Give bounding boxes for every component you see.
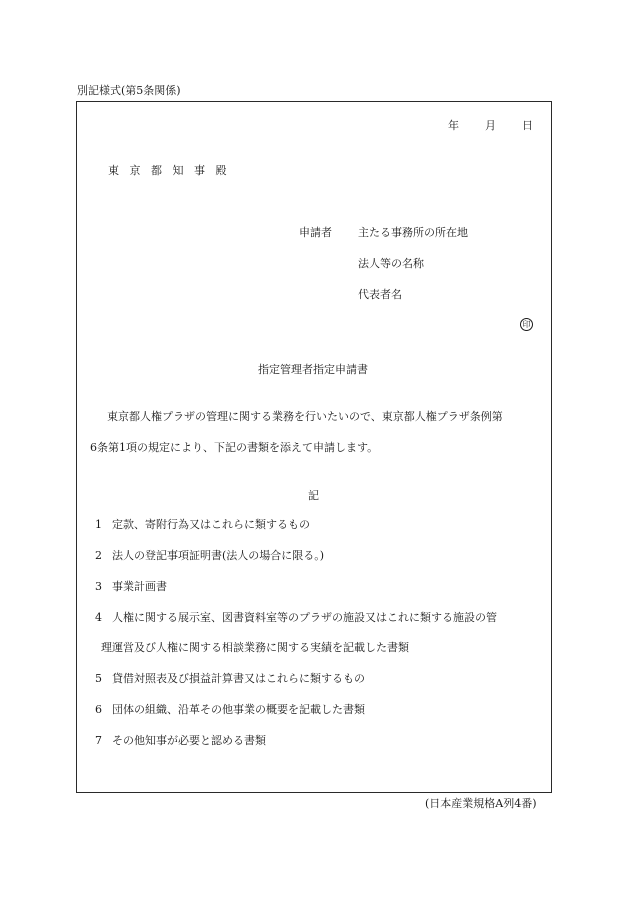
document-title: 指定管理者指定申請書 [258,363,368,376]
item-text: 定款、寄附行為又はこれらに類するもの [112,518,310,531]
item-text: その他知事が必要と認める書類 [112,734,266,747]
item-number: 3 [95,580,102,593]
date-day: 日 [522,119,533,132]
body-line-2: 6条第1項の規定により、下記の書類を添えて申請します。 [90,441,379,454]
item-text: 事業計画書 [112,580,167,593]
item-text: 団体の組織、沿革その他事業の概要を記載した書類 [112,703,365,716]
item-text: 貸借対照表及び損益計算書又はこれらに類するもの [112,672,365,685]
corp-name-label: 法人等の名称 [358,257,424,270]
item-number: 5 [95,672,102,685]
item-number: 4 [95,611,102,624]
office-location-label: 主たる事務所の所在地 [358,226,468,239]
addressee: 東京都知事殿 [108,164,237,177]
date-month: 月 [485,119,496,132]
item-text: 人権に関する展示室、図書資料室等のプラザの施設又はこれに類する施設の管 [112,611,497,624]
date-year: 年 [448,119,459,132]
representative-label: 代表者名 [358,288,402,301]
date-line [448,119,538,133]
body-line-1: 東京都人権プラザの管理に関する業務を行いたいので、東京都人権プラザ条例第 [107,410,503,423]
item-number: 2 [95,549,102,562]
form-style-label: 別記様式(第5条関係) [77,84,181,97]
item-number: 6 [95,703,102,716]
ki-heading: 記 [308,489,319,502]
paper-size-note: (日本産業規格A列4番) [425,797,537,810]
item-text-continued: 理運営及び人権に関する相談業務に関する実績を記載した書類 [101,641,409,654]
seal-mark: 印 [520,318,533,331]
item-text: 法人の登記事項証明書(法人の場合に限る。) [112,549,325,562]
item-number: 7 [95,734,102,747]
item-number: 1 [95,518,102,531]
applicant-label: 申請者 [299,226,332,239]
